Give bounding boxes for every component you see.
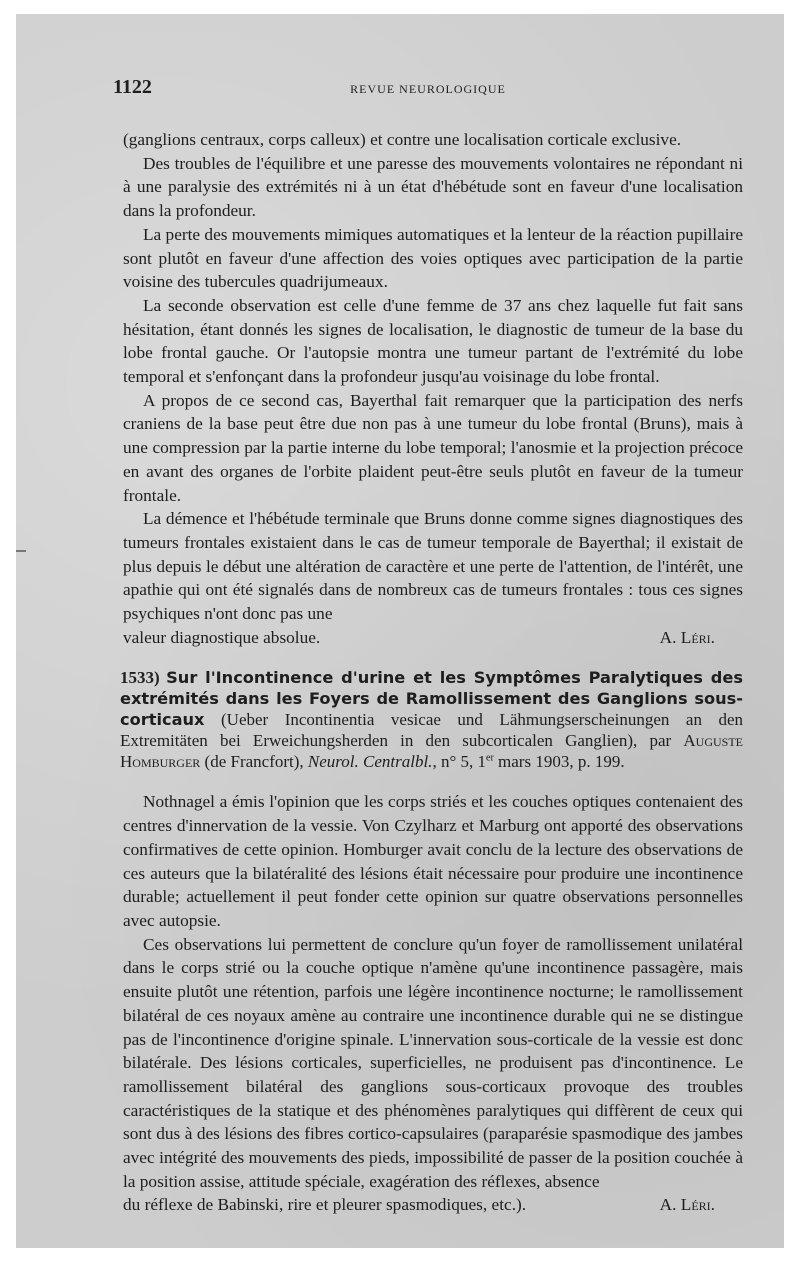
journal-name: Neurol. Centralbl. xyxy=(307,752,433,772)
original-title: (Ueber Incontinentia vesicae und Lähmungserscheinungen an den Extremitäten bei Erweichungsherden in den subcorticalen Ganglien), par xyxy=(120,710,743,751)
signature: A. Léri. xyxy=(659,627,715,647)
closing-line xyxy=(123,626,743,650)
page-body xyxy=(120,128,743,1217)
paragraph: (ganglions centraux, corps calleux) et contre une localisation corticale exclusive. xyxy=(123,130,682,149)
closing-text: valeur diagnostique absolue. xyxy=(123,627,321,647)
author-location: (de Francfort), xyxy=(204,752,304,772)
citation-date: mars 1903, xyxy=(493,752,574,772)
author-name: Auguste Homburger xyxy=(120,731,743,772)
article-title: Sur l'Incontinence d'urine et les Symptômes Paralytiques des extrémités dans les Foyers de Ramollissement des Ganglions sous-corticaux xyxy=(120,668,743,730)
paragraph: A propos de ce second cas, Bayerthal fait remarquer que la participation des nerfs craniens de la base peut être due non pas à une tumeur du lobe frontal (Bruns), mais à une compression par la partie interne du lobe temporal; l'anosmie et la projection précoce en avant des organes de l'orbite plaident peut-être seuls plutôt en faveur de la tumeur frontale. xyxy=(123,390,743,505)
citation-number: , n° 5, 1 xyxy=(432,752,486,772)
paragraph: Nothnagel a émis l'opinion que les corps striés et les couches optiques contenaient des centres d'innervation de la vessie. Von Czylharz et Marburg ont apporté des observations confirmatives de cette opinion. Homburger avait conclu de la lecture des observations de ces auteurs que la bilatéralité des lésions était nécessaire pour produire une incontinence durable; actuellement il peut fonder cette opinion sur quatre observations personnelles avec autopsie. xyxy=(123,792,743,930)
journal-title: REVUE NEUROLOGIQUE xyxy=(350,82,506,96)
closing-line xyxy=(123,1193,743,1217)
scanned-page xyxy=(16,14,784,1248)
paragraph: La démence et l'hébétude terminale que Bruns donne comme signes diagnostiques des tumeurs frontales existaient dans le cas de tumeur temporale de Bayerthal; il existait de plus depuis le début une altération de caractère et une perte de l'attention, de l'intérêt, une apathie qui ont été signalés dans de nombreux cas de tumeurs frontales : tous ces signes psychiques n'ont donc pas une xyxy=(123,509,743,624)
paragraph: La seconde observation est celle d'une femme de 37 ans chez laquelle fut fait sans hésitation, étant donnés les signes de localisation, le diagnostic de tumeur de la base du lobe frontal gauche. Or l'autopsie montra une tumeur partant de l'extrémité du lobe temporal et s'enfonçant dans la profondeur jusqu'au voisinage du lobe frontal. xyxy=(123,295,743,387)
page-number: 1122 xyxy=(113,76,152,98)
article-number: 1533) xyxy=(120,668,160,688)
review-1533 xyxy=(120,667,743,790)
closing-text: du réflexe de Babinski, rire et pleurer spasmodiques, etc.). xyxy=(123,1195,527,1215)
paragraph: La perte des mouvements mimiques automatiques et la lenteur de la réaction pupillaire sont plutôt en faveur d'une affection des voies optiques avec participation de la partie voisine des tubercules quadrijumeaux. xyxy=(123,224,743,292)
review-1533-body xyxy=(123,790,743,1217)
review-1532-continuation xyxy=(123,128,743,649)
running-header xyxy=(113,74,743,102)
paragraph: Des troubles de l'équilibre et une paresse des mouvements volontaires ne répondant ni à une paralysie des extrémités ni à un état d'hébétude sont en faveur d'une localisation dans la profondeur. xyxy=(123,153,743,221)
article-heading xyxy=(120,667,743,772)
citation-pages: p. 199. xyxy=(577,752,625,772)
separator xyxy=(120,772,743,790)
paragraph: Ces observations lui permettent de conclure qu'un foyer de ramollissement unilatéral dans le corps strié ou la couche optique n'amène qu'une incontinence passagère, mais ensuite plutôt une rétention, parfois une légère incontinence nocturne; le ramollissement bilatéral de ces noyaux amène au contraire une incontinence durable qui ne se distingue pas de l'incontinence d'origine spinale. L'innervation sous-corticale de la vessie est donc bilatérale. Des lésions corticales, superficielles, ne produisent pas d'incontinence. Le ramollissement bilatéral des ganglions sous-corticaux provoque des troubles caractéristiques de la statique et des phénomènes paralytiques qui diffèrent de ceux qui sont dus à des lésions des fibres cortico-capsulaires (paraparésie spasmodique des jambes avec intégrité des mouvements des pieds, impossibilité de passer de la position couchée à la position assise, attitude spéciale, exagération des réflexes, absence xyxy=(123,934,743,1191)
citation-superscript: er xyxy=(486,752,494,764)
margin-mark xyxy=(16,550,26,552)
signature: A. Léri. xyxy=(659,1195,715,1215)
